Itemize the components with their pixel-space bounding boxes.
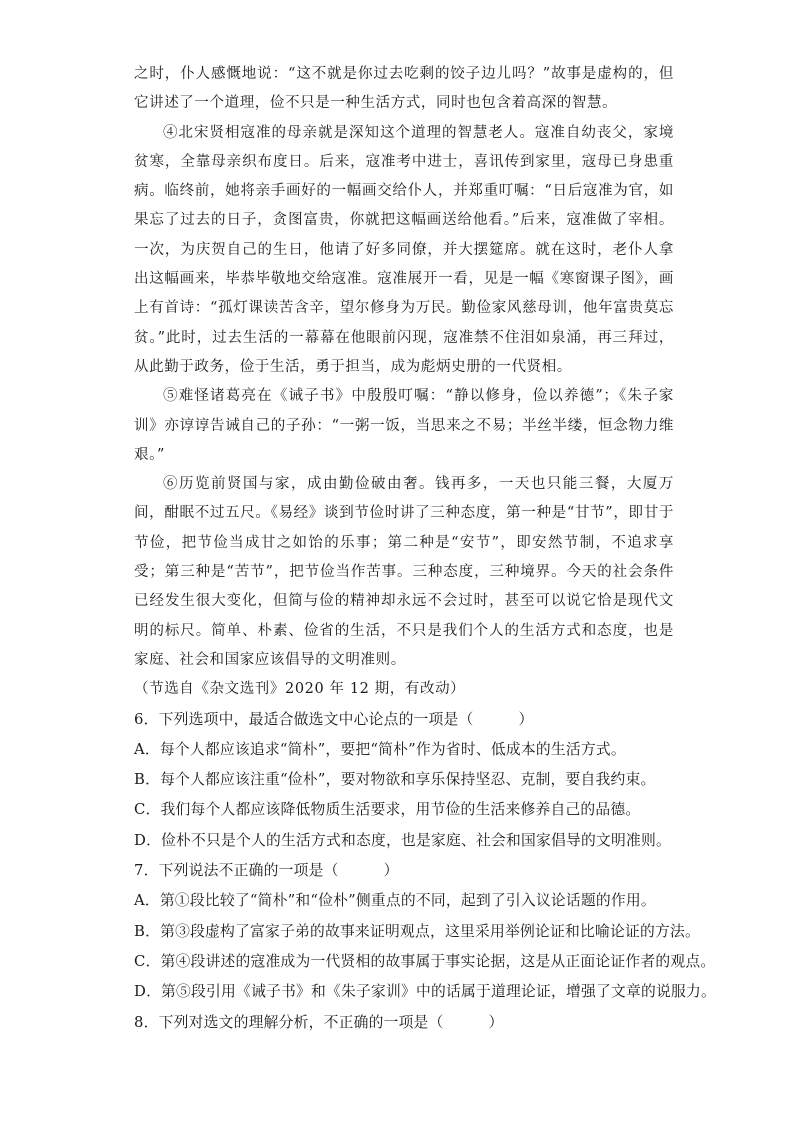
document-page (134, 60, 716, 1038)
option-b: B．每个人都应该注重“俭朴”，要对物欲和享乐保持坚忍、克制，要自我约束。 (134, 771, 656, 789)
option-a: A．第①段比较了“简朴”和“俭朴”侧重点的不同，起到了引入议论话题的作用。 (134, 892, 656, 910)
option-c: C．我们每个人都应该降低物质生活要求，用节俭的生活来修养自己的品德。 (134, 801, 641, 819)
passage-paragraph-6: ⑥历览前贤国与家，成由勤俭破由奢。钱再多，一天也只能三餐，大厦万间，酣眠不过五尺。《易经》谈到节俭时讲了三种态度，第一种是“甘节”，即甘于节俭，把节俭当成甘之如饴的乐事；第二种是“安节”，即安然节制，不追求享受；第三种是“苦节”，把节俭当作苦事。三种态度，三种境界。今天的社会条件已经发生很大变化，但简与俭的精神却永远不会过时，甚至可以说它恰是现代文明的标尺。简单、朴素、俭省的生活，不只是我们个人的生活方式和态度，也是家庭、社会和国家应该倡导的文明准则。 (134, 476, 674, 668)
option-a: A．每个人都应该追求“简朴”，要把“简朴”作为省时、低成本的生活方式。 (134, 740, 626, 758)
option-c: C．第④段讲述的寇准成为一代贤相的故事属于事实论据，这是从正面论证作者的观点。 (134, 952, 716, 970)
question-6 (134, 705, 674, 856)
question-list (134, 705, 716, 1038)
question-stem: 6．下列选项中，最适合做选文中心论点的一项是（ ） (134, 710, 534, 728)
option-d: D．俭朴不只是个人的生活方式和态度，也是家庭、社会和国家倡导的文明准则。 (134, 831, 671, 849)
passage-paragraph-4: ④北宋贤相寇准的母亲就是深知这个道理的智慧老人。寇准自幼丧父，家境贫寒，全靠母亲织布度日。后来，寇准考中进士，喜讯传到家里，寇母已身患重病。临终前，她将亲手画好的一幅画交给仆人，并郑重叮嘱：“日后寇准为官，如果忘了过去的日子，贪图富贵，你就把这幅画送给他看。”后来，寇准做了宰相。一次，为庆贺自己的生日，他请了好多同僚，并大摆筵席。就在这时，老仆人拿出这幅画来，毕恭毕敬地交给寇准。寇准展开一看，见是一幅《寒窗课子图》，画上有首诗：“孤灯课读苦含辛，望尔修身为万民。勤俭家风慈母训，他年富贵莫忘贫。”此时，过去生活的一幕幕在他眼前闪现，寇准禁不住泪如泉涌，再三拜过，从此勤于政务，俭于生活，勇于担当，成为彪炳史册的一代贤相。 (134, 124, 674, 375)
passage-source: （节选自《杂文选刊》2020 年 12 期，有改动） (134, 681, 466, 698)
question-8 (134, 1008, 674, 1038)
passage-paragraph-continued: 之时，仆人感慨地说：“这不就是你过去吃剩的饺子边儿吗？”故事是虚构的，但它讲述了一个道理，俭不只是一种生活方式，同时也包含着高深的智慧。 (134, 66, 674, 112)
question-7 (134, 856, 716, 1007)
passage-paragraph-5: ⑤难怪诸葛亮在《诫子书》中殷殷叮嘱：“静以修身，俭以养德”；《朱子家训》亦谆谆告诫自己的子孙：“一粥一饭，当思来之不易；半丝半缕，恒念物力维艰。” (134, 388, 674, 463)
reading-passage (134, 60, 674, 705)
option-b: B．第③段虚构了富家子弟的故事来证明观点，这里采用举例论证和比喻论证的方法。 (134, 922, 700, 940)
question-stem: 8．下列对选文的理解分析，不正确的一项是（ ） (134, 1013, 504, 1031)
option-d: D．第⑤段引用《诫子书》和《朱子家训》中的话属于道理论证，增强了文章的说服力。 (134, 983, 716, 1001)
question-stem: 7．下列说法不正确的一项是（ ） (134, 862, 399, 880)
